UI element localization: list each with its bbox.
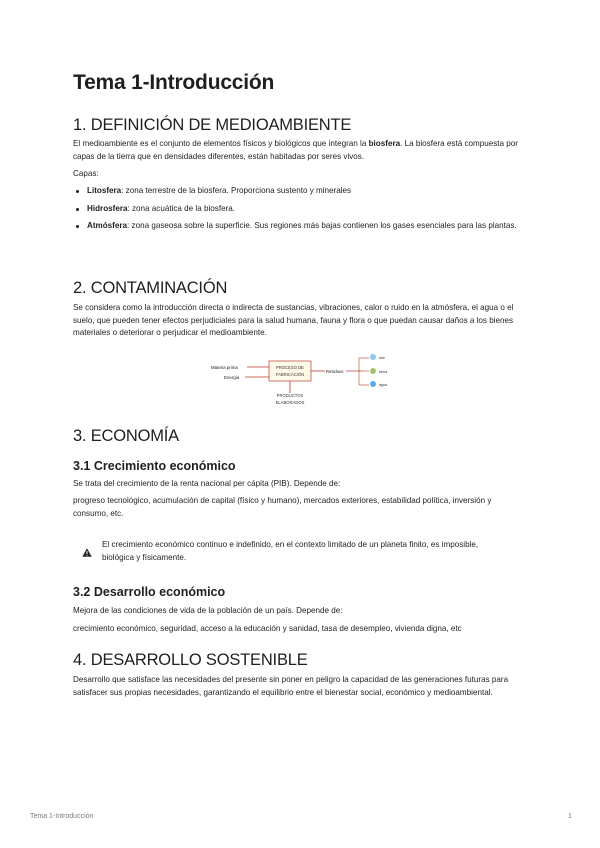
diagram-target-tierra: tierra	[379, 370, 388, 374]
diagram-target-agua: agua	[379, 383, 387, 387]
section-heading-definicion: 1. DEFINICIÓN DE MEDIOAMBIENTE	[73, 116, 352, 134]
section-heading-sostenible: 4. DESARROLLO SOSTENIBLE	[73, 651, 308, 669]
diagram-input-materia: Materia prima	[211, 365, 238, 370]
crecimiento-paragraph-2: progreso tecnológico, acumulación de capital (físico y humano), mercados exteriores, estabilidad política, inversión y consumo, etc.	[73, 496, 492, 518]
diagram-product-line2: ELABORADOS	[275, 400, 305, 405]
contaminacion-paragraph: Se considera como la introducción directa o indirecta de sustancias, vibraciones, calor o ruido en la atmósfera, el agua o el suelo, que pueden tener efectos perjudiciales para la salud humana, fauna y flora o que puedan causar daños a los bienes materiales o deteriorar o perjudicar el medioambiente.	[73, 303, 514, 337]
list-item-term: Litosfera	[87, 186, 122, 195]
list-item	[73, 185, 528, 198]
desarrollo-paragraph-2: crecimiento económico, seguridad, acceso a la educación y sanidad, tasa de desempleo, vivienda digna, etc	[73, 624, 462, 633]
list-item-term: Hidrosfera	[87, 203, 128, 213]
subsection-heading-desarrollo: 3.2 Desarrollo económico	[73, 585, 226, 599]
diagram-process-line2: FABRICACIÓN	[275, 372, 305, 377]
cloud-icon	[370, 354, 376, 360]
earth-icon	[370, 368, 376, 374]
crecimiento-paragraph-1: Se trata del crecimiento de la renta nacional per cápita (PIB). Depende de:	[73, 479, 341, 488]
diagram-process-box	[269, 361, 311, 381]
list-item-text: : zona terrestre de la biosfera. Proporciona sustento y minerales	[121, 186, 352, 195]
sostenible-paragraph: Desarrollo que satisface las necesidades del presente sin poner en peligro la capacidad de las generaciones futuras para satisfacer sus propias necesidades, garantizando el equilibrio entre el bienestar social, económico y medioambiental.	[73, 675, 509, 697]
diagram-product-line1: PRODUCTOS	[276, 393, 304, 398]
list-item	[73, 203, 528, 216]
water-drop-icon	[370, 381, 376, 387]
diagram-output-residuos: Residuos	[326, 369, 344, 374]
warning-icon	[82, 544, 92, 562]
capas-label: Capas:	[73, 169, 99, 178]
page-title: Tema 1-Introducción	[73, 71, 275, 94]
footer-title: Tema 1-Introducción	[30, 813, 94, 820]
diagram-process-line1: PROCESO DE	[276, 365, 304, 370]
section-heading-contaminacion: 2. CONTAMINACIÓN	[73, 279, 228, 297]
capas-list	[73, 185, 528, 238]
contamination-diagram	[203, 352, 403, 410]
diagram-input-energia: Energía	[224, 375, 240, 380]
list-item-text: : zona gaseosa sobre la superficie. Sus regiones más bajas contienen los gases esenciales para las plantas.	[127, 221, 517, 230]
subsection-heading-crecimiento: 3.1 Crecimiento económico	[73, 459, 236, 473]
list-item	[73, 220, 528, 233]
list-item-text: : zona acuática de la biosfera.	[127, 203, 236, 213]
page-number: 1	[568, 813, 572, 820]
contamination-diagram-svg	[203, 352, 403, 410]
section-heading-economia: 3. ECONOMÍA	[73, 427, 179, 445]
list-item-term: Atmósfera	[87, 221, 128, 230]
biosfera-term: biosfera	[368, 139, 401, 148]
warning-callout	[73, 539, 528, 573]
desarrollo-paragraph-1: Mejora de las condiciones de vida de la población de un país. Depende de:	[73, 606, 343, 615]
diagram-target-aire: aire	[379, 356, 385, 360]
definicion-paragraph	[73, 138, 528, 163]
warning-callout-text: El crecimiento económico continuo e indefinido, en el contexto limitado de un planeta finito, es imposible, biológica y físicamente.	[102, 540, 479, 562]
definicion-text-a: El medioambiente es el conjunto de elementos físicos y biológicos que integran la	[73, 139, 369, 148]
definicion-text-b: . La biosfera está compuesta por capas de la tierra que en densidades diferentes, están habitadas por seres vivos.	[73, 139, 518, 161]
